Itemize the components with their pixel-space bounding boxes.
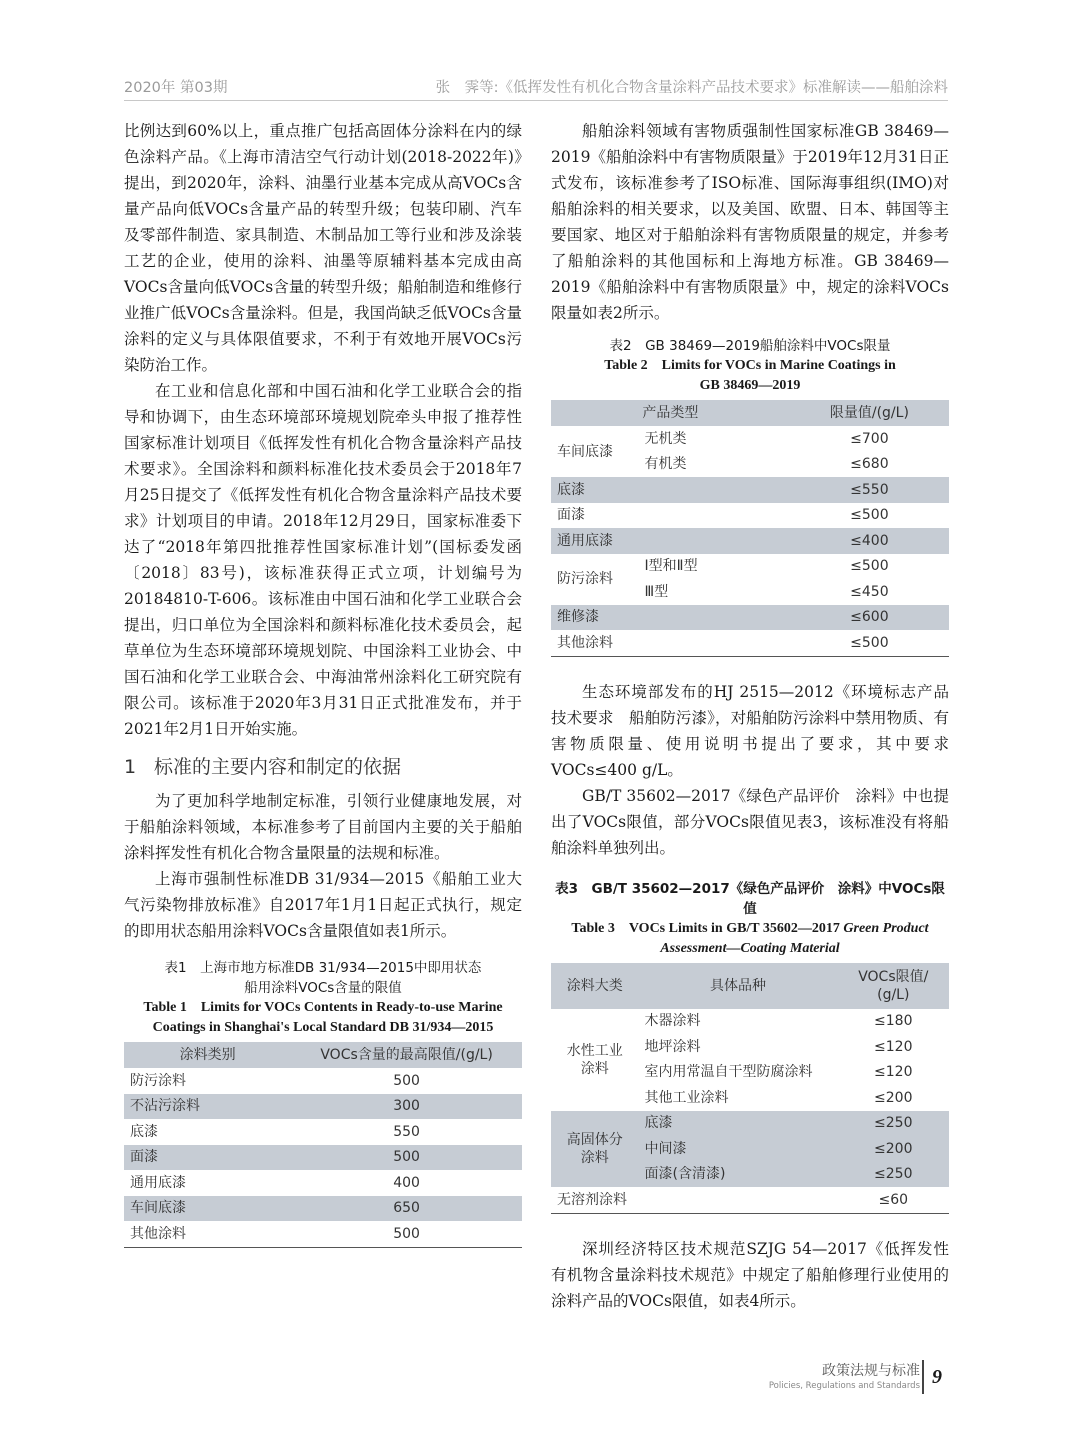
paragraph: 船舶涂料领域有害物质强制性国家标准GB 38469—2019《船舶涂料中有害物质限量》于2019年12月31日正式发布，该标准参考了ISO标准、国际海事组织(IMO)对船舶涂料的相关要求，以及美国、欧盟、日本、韩国等主要国家、地区对于船舶涂料有害物质限量的规定，并参考了船舶涂料的其他国标和上海地方标准。GB 38469—2019《船舶涂料中有害物质限量》中，规定的涂料VOCs限量如表2所示。 bbox=[551, 122, 949, 322]
table-row bbox=[124, 1145, 522, 1171]
table-cell: 防污涂料 bbox=[130, 1072, 186, 1089]
article-title-header: 张 霁等:《低挥发性有机化合物含量涂料产品技术要求》标准解读——船舶涂料 bbox=[435, 80, 948, 96]
table-cell: ≤200 bbox=[838, 1136, 949, 1162]
table-header: VOCs含量的最高限值/(g/L) bbox=[291, 1042, 522, 1068]
table-cell: 无机类 bbox=[644, 430, 687, 447]
table-header: 涂料类别 bbox=[124, 1042, 291, 1068]
paragraph: 比例达到60%以上，重点推广包括高固体分涂料在内的绿色涂料产品。《上海市清洁空气行动计划(2018-2022年)》提出，到2020年，涂料、油墨行业基本完成从高VOCs含量产品向低VOCs含量产品的转型升级；包装印刷、汽车及零部件制造、家具制造、木制品加工等行业和涉及涂装工艺的企业，使用的涂料、油墨等原辅料基本完成由高VOCs含量向低VOCs含量的转型升级；船舶制造和维修行业推广低VOCs含量涂料。但是，我国尚缺乏低VOCs含量涂料的定义与具体限值要求，不利于有效地开展VOCs污染防治工作。 bbox=[124, 122, 522, 374]
table-cell: 车间底漆 bbox=[557, 443, 613, 460]
table-row bbox=[124, 1170, 522, 1196]
header-line: VOCs限值/ bbox=[858, 968, 929, 985]
page-number: 9 bbox=[922, 1360, 942, 1394]
table-cell: 650 bbox=[291, 1196, 522, 1222]
table-cell: 其他工业涂料 bbox=[644, 1089, 729, 1106]
table-cell: 地坪涂料 bbox=[644, 1038, 701, 1055]
table-cell: ≤400 bbox=[790, 528, 949, 554]
table-cell: ≤680 bbox=[850, 456, 889, 473]
table-cell: 中间漆 bbox=[639, 1136, 838, 1162]
table-cell: 防污涂料 bbox=[557, 571, 613, 587]
table-header: 限量值/(g/L) bbox=[790, 400, 949, 426]
table-cell: ≤700 bbox=[850, 430, 889, 447]
paragraph: 深圳经济特区技术规范SZJG 54—2017《低挥发性有机物含量涂料技术规范》中规定了船舶修理行业使用的涂料产品的VOCs限值，如表4所示。 bbox=[551, 1239, 949, 1310]
table-cell: 面漆 bbox=[124, 1145, 291, 1171]
header-line: (g/L) bbox=[877, 986, 910, 1003]
table-cell: 底漆 bbox=[639, 1111, 838, 1137]
table-cell: 400 bbox=[393, 1174, 420, 1191]
table-cell: 高固体分涂料 bbox=[551, 1111, 639, 1188]
table-row bbox=[551, 1111, 949, 1137]
table-row bbox=[551, 1009, 949, 1035]
caption-en: Table 2 Limits for VOCs in Marine Coatings in bbox=[604, 358, 896, 373]
paragraph: 上海市强制性标准DB 31/934—2015《船舶工业大气污染物排放标准》自2017年1月1日起正式执行，规定的即用状态船用涂料VOCs含量限值如表1所示。 bbox=[124, 870, 522, 940]
footer-section-cn: 政策法规与标准 bbox=[822, 1363, 920, 1379]
table-cell: 其他涂料 bbox=[557, 634, 613, 651]
caption-en: GB 38469—2019 bbox=[699, 378, 801, 393]
table1 bbox=[124, 1042, 522, 1248]
table-cell: 500 bbox=[393, 1072, 420, 1089]
issue-label: 2020年 第03期 bbox=[124, 80, 228, 96]
table-cell: ≤500 bbox=[850, 507, 889, 524]
section-title: 标准的主要内容和制定的依据 bbox=[154, 756, 402, 778]
caption-en: Table 1 Limits for VOCs Contents in Ready-to-use Marine bbox=[143, 1000, 503, 1015]
table3 bbox=[551, 963, 949, 1214]
table-row bbox=[124, 1196, 522, 1222]
paragraph: GB/T 35602—2017《绿色产品评价 涂料》中也提出了VOCs限值，部分VOCs限值见表3，该标准没有将船舶涂料单独列出。 bbox=[551, 786, 949, 857]
running-header bbox=[124, 76, 948, 101]
caption-en: Coatings in Shanghai's Local Standard DB 31/934—2015 bbox=[152, 1020, 494, 1035]
caption-en-part: Table 3 VOCs Limits in GB/T 35602—2017 bbox=[571, 920, 840, 936]
table-cell: 室内用常温自干型防腐涂料 bbox=[644, 1064, 813, 1081]
table-cell: 面漆(含清漆) bbox=[639, 1162, 838, 1188]
caption-en-italic: Assessment—Coating Material bbox=[660, 940, 840, 956]
table-cell: 550 bbox=[393, 1123, 420, 1140]
table3-caption bbox=[551, 879, 949, 959]
table-row bbox=[551, 426, 949, 452]
table-cell: 底漆 bbox=[551, 477, 790, 503]
table-cell: 无溶剂涂料 bbox=[557, 1191, 627, 1208]
table-cell: 面漆 bbox=[557, 507, 585, 524]
table-row bbox=[124, 1068, 522, 1094]
caption-cn: 表2 GB 38469—2019船舶涂料中VOCs限量 bbox=[609, 338, 891, 354]
table2-caption bbox=[551, 336, 949, 396]
table-cell: ≤250 bbox=[838, 1162, 949, 1188]
caption-cn: 表3 GB/T 35602—2017《绿色产品评价 涂料》中VOCs限值 bbox=[555, 880, 945, 917]
table-cell: ≤180 bbox=[874, 1013, 913, 1030]
table-row bbox=[124, 1221, 522, 1247]
table-cell: 底漆 bbox=[130, 1123, 158, 1140]
table-cell: ≤120 bbox=[874, 1064, 913, 1081]
caption-cn: 船用涂料VOCs含量的限值 bbox=[244, 980, 402, 996]
table-cell: ≤550 bbox=[790, 477, 949, 503]
table-cell: ≤600 bbox=[790, 605, 949, 631]
table-header: 具体品种 bbox=[639, 963, 838, 1009]
table-cell: ≤450 bbox=[850, 583, 889, 600]
table-cell: 水性工业涂料 bbox=[566, 1042, 623, 1077]
table1-caption bbox=[124, 958, 522, 1038]
table-cell: 有机类 bbox=[644, 456, 687, 473]
table-cell: ≤500 bbox=[850, 558, 889, 575]
table-cell: ≤500 bbox=[850, 634, 889, 651]
table-row bbox=[551, 1187, 949, 1213]
footer bbox=[769, 1362, 920, 1392]
table-row bbox=[551, 503, 949, 529]
left-column bbox=[124, 118, 522, 1248]
caption-en bbox=[551, 939, 949, 959]
table-cell: 通用底漆 bbox=[130, 1174, 186, 1191]
table-row bbox=[551, 477, 949, 503]
paragraph: 为了更加科学地制定标准，引领行业健康地发展，对于船舶涂料领域，本标准参考了目前国内主要的关于船舶涂料挥发性有机化合物含量限量的法规和标准。 bbox=[124, 792, 522, 862]
table-header: 涂料大类 bbox=[551, 963, 639, 1009]
table-cell: Ⅲ型 bbox=[644, 583, 669, 600]
table-row bbox=[551, 630, 949, 656]
table-cell: 木器涂料 bbox=[644, 1013, 701, 1030]
table-cell: 其他涂料 bbox=[130, 1225, 186, 1242]
table-header bbox=[838, 963, 949, 1009]
table-cell: 不沾污涂料 bbox=[124, 1094, 291, 1120]
table-cell: ≤60 bbox=[878, 1191, 909, 1208]
table-cell: ≤120 bbox=[874, 1038, 913, 1055]
table-row bbox=[551, 554, 949, 580]
table2 bbox=[551, 400, 949, 657]
table-cell: 维修漆 bbox=[551, 605, 790, 631]
table-row bbox=[551, 528, 949, 554]
table-row bbox=[124, 1094, 522, 1120]
table-row bbox=[124, 1119, 522, 1145]
table-cell: 300 bbox=[291, 1094, 522, 1120]
table-cell: 500 bbox=[393, 1225, 420, 1242]
paragraph: 生态环境部发布的HJ 2515—2012《环境标志产品技术要求 船舶防污漆》，对船舶防污涂料中禁用物质、有害物质限量、使用说明书提出了要求，其中要求VOCs≤400 g/L。 bbox=[551, 682, 949, 779]
table-header: 产品类型 bbox=[551, 400, 790, 426]
paragraph: 在工业和信息化部和中国石油和化学工业联合会的指导和协调下，由生态环境部环境规划院牵头申报了推荐性国家标准计划项目《低挥发性有机化合物含量涂料产品技术要求》。全国涂料和颜料标准化技术委员会于2018年7月25日提交了《低挥发性有机化合物含量涂料产品技术要求》计划项目的申请。2018年12月29日，国家标准委下达了“2018年第四批推荐性国家标准计划”(国标委发函〔2018〕83号)，该标准获得正式立项，计划编号为20184810-T-606。该标准由中国石油和化学工业联合会提出，归口单位为全国涂料和颜料标准化技术委员会，起草单位为生态环境部环境规划院、中国涂料工业协会、中国石油和化学工业联合会、中海油常州涂料化工研究院有限公司。该标准于2020年3月31日正式批准发布，并于2021年2月1日开始实施。 bbox=[124, 382, 522, 738]
table-cell: ≤200 bbox=[874, 1089, 913, 1106]
table-cell: 车间底漆 bbox=[124, 1196, 291, 1222]
table-cell: 500 bbox=[291, 1145, 522, 1171]
table-cell: ≤250 bbox=[838, 1111, 949, 1137]
table-cell: Ⅰ型和Ⅱ型 bbox=[644, 558, 698, 575]
section-heading bbox=[124, 752, 522, 782]
right-column bbox=[551, 118, 949, 1314]
table-cell: 通用底漆 bbox=[551, 528, 790, 554]
caption-cn: 表1 上海市地方标准DB 31/934—2015中即用状态 bbox=[164, 960, 482, 976]
caption-en bbox=[551, 919, 949, 939]
caption-en-italic: Green Product bbox=[843, 920, 929, 936]
section-number: 1 bbox=[124, 756, 137, 778]
footer-section-en: Policies, Regulations and Standards bbox=[768, 1381, 920, 1391]
table-row bbox=[551, 605, 949, 631]
